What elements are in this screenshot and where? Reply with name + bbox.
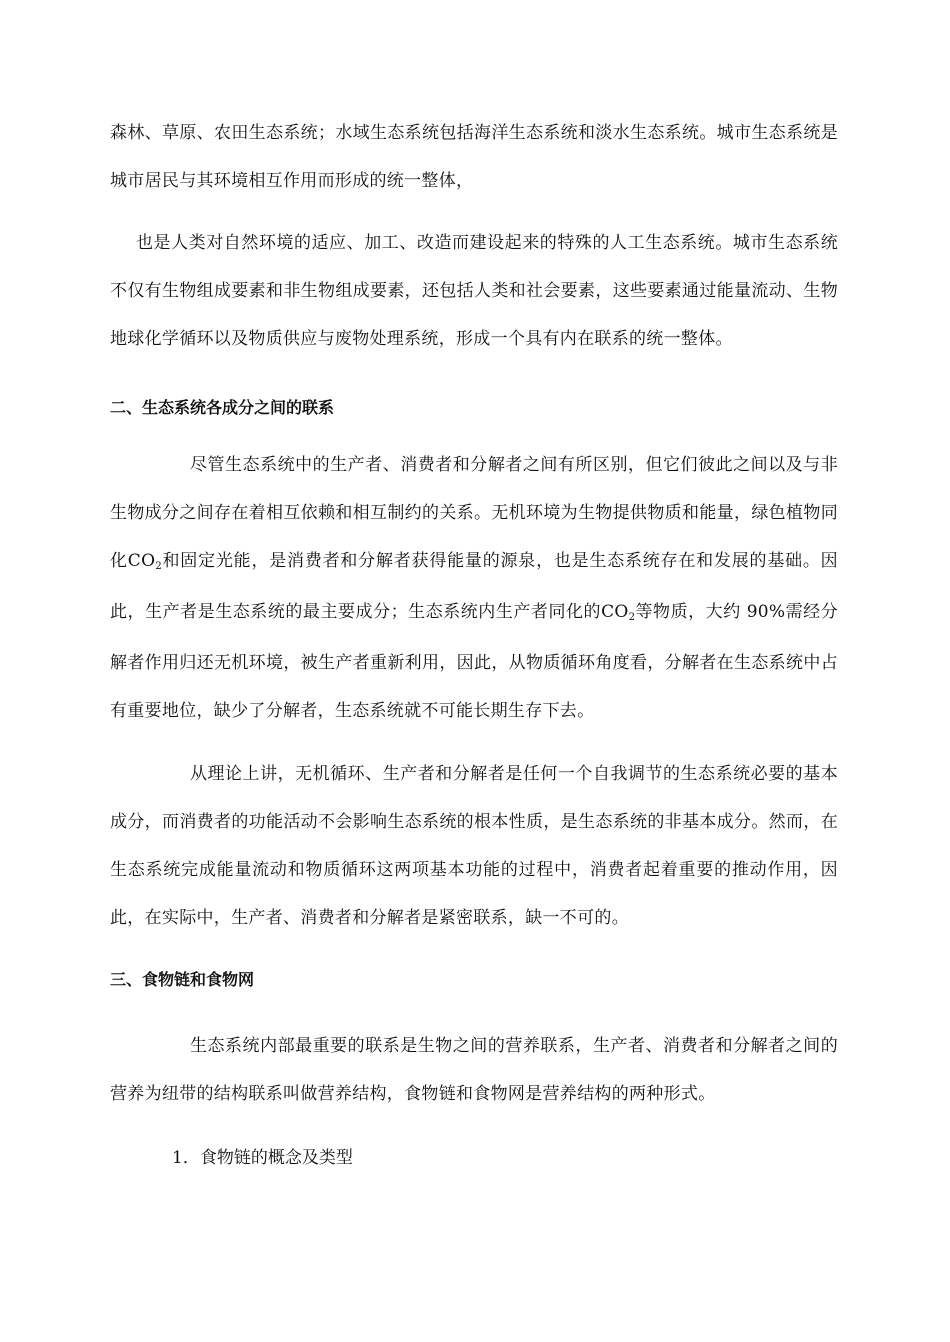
- paragraph-urban-ecosystem: [110, 219, 838, 363]
- chem-subscript: 2: [155, 561, 163, 572]
- paragraph-text: 从理论上讲，无机循环、生产者和分解者是任何一个自我调节的生态系统必要的基本成分，而消费者的功能活动不会影响生态系统的根本性质，是生态系统的非基本成分。然而，在生态系统完成能量流动和物质循环这两项基本功能的过程中，消费者起着重要的推动作用，因此，在实际中，生产者、消费者和分解者是紧密联系，缺一不可的。: [110, 764, 838, 928]
- chem-co2: CO: [601, 602, 629, 622]
- paragraph-text: 尽管生态系统中的生产者、消费者和分解者之间有所区别，但它们彼此之间以及与非生物成分之间存在着相互依赖和相互制约的关系。无机环境为生物提供物质和能量，绿色植物同化: [110, 455, 838, 571]
- chem-subscript: 2: [628, 612, 636, 623]
- paragraph-food-chain-intro: [110, 1022, 838, 1118]
- paragraph-text: 也是人类对自然环境的适应、加工、改造而建设起来的特殊的人工生态系统。城市生态系统不仅有生物组成要素和非生物组成要素，还包括人类和社会要素，这些要素通过能量流动、生物地球化学循环以及物质供应与废物处理系统，形成一个具有内在联系的统一整体。: [110, 233, 838, 349]
- paragraph-component-relations: [110, 441, 838, 735]
- paragraph-text: 等物质，大约 90%需经分解者作用归还无机环境，被生产者重新利用，因此，从物质循环角度看，分解者在生态系统中占有重要地位，缺少了分解者，生态系统就不可能长期生存下去。: [110, 602, 838, 721]
- chem-co2: CO: [127, 551, 156, 571]
- paragraph-ecosystem-types: [110, 109, 838, 205]
- paragraph-text: 生态系统内部最重要的联系是生物之间的营养联系，生产者、消费者和分解者之间的营养为纽带的结构联系叫做营养结构，食物链和食物网是营养结构的两种形式。: [110, 1036, 838, 1104]
- section-heading-3: 三、食物链和食物网: [110, 970, 255, 989]
- subsection-item-1: 1．食物链的概念及类型: [172, 1148, 353, 1168]
- section-heading-2: 二、生态系统各成分之间的联系: [110, 398, 335, 417]
- paragraph-text: 和固定光能，是消费者和分解者获得能量的源泉，也是生态系统存在和发展的基础。因此，生产者是生态系统的最主要成分；生态系统内生产者同化的: [110, 551, 838, 622]
- paragraph-theory: [110, 750, 838, 942]
- paragraph-text: 森林、草原、农田生态系统；水域生态系统包括海洋生态系统和淡水生态系统。城市生态系统是城市居民与其环境相互作用而形成的统一整体，: [110, 123, 838, 191]
